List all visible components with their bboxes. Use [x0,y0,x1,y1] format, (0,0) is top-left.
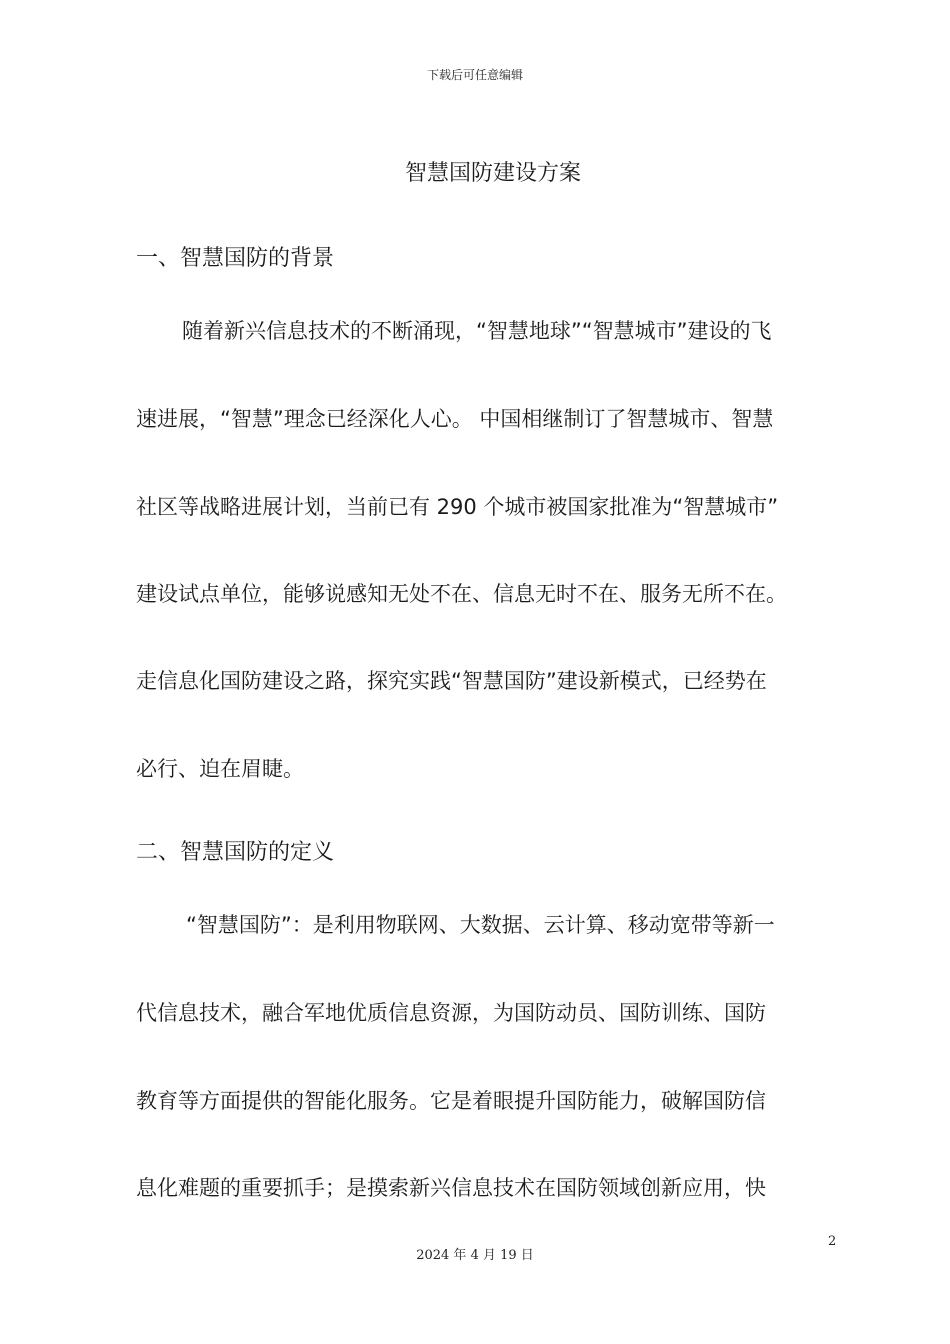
paragraph-line: 必行、迫在眉睫。 [136,757,304,781]
paragraph-line: 速进展，“智慧”理念已经深化人心。 中国相继制订了智慧城市、智慧 [136,407,774,431]
paragraph-line: 随着新兴信息技术的不断涌现，“智慧地球”“智慧城市”建设的飞 [182,319,772,343]
footer-date: 2024 年 4 月 19 日 [416,1248,534,1263]
paragraph-line: 息化难题的重要抓手；是摸索新兴信息技术在国防领域创新应用，快 [136,1176,766,1200]
header-note: 下载后可任意编辑 [426,68,523,82]
paragraph-line: 建设试点单位，能够说感知无处不在、信息无时不在、服务无所不在。 [136,582,787,606]
paragraph-line: 教育等方面提供的智能化服务。它是着眼提升国防能力，破解国防信 [136,1089,766,1113]
section-heading-definition: 二、智慧国防的定义 [136,840,335,865]
page-number: 2 [828,1234,837,1249]
section-heading-background: 一、智慧国防的背景 [136,246,335,271]
paragraph-line: 代信息技术，融合军地优质信息资源，为国防动员、国防训练、国防 [136,1001,766,1025]
paragraph-line: 走信息化国防建设之路，探究实践“智慧国防”建设新模式，已经势在 [136,669,767,693]
paragraph-line: “智慧国防”：是利用物联网、大数据、云计算、移动宽带等新一 [186,913,775,937]
paragraph-line: 社区等战略进展计划，当前已有 290 个城市被国家批准为“智慧城市” [136,495,779,519]
document-title: 智慧国防建设方案 [404,161,581,186]
